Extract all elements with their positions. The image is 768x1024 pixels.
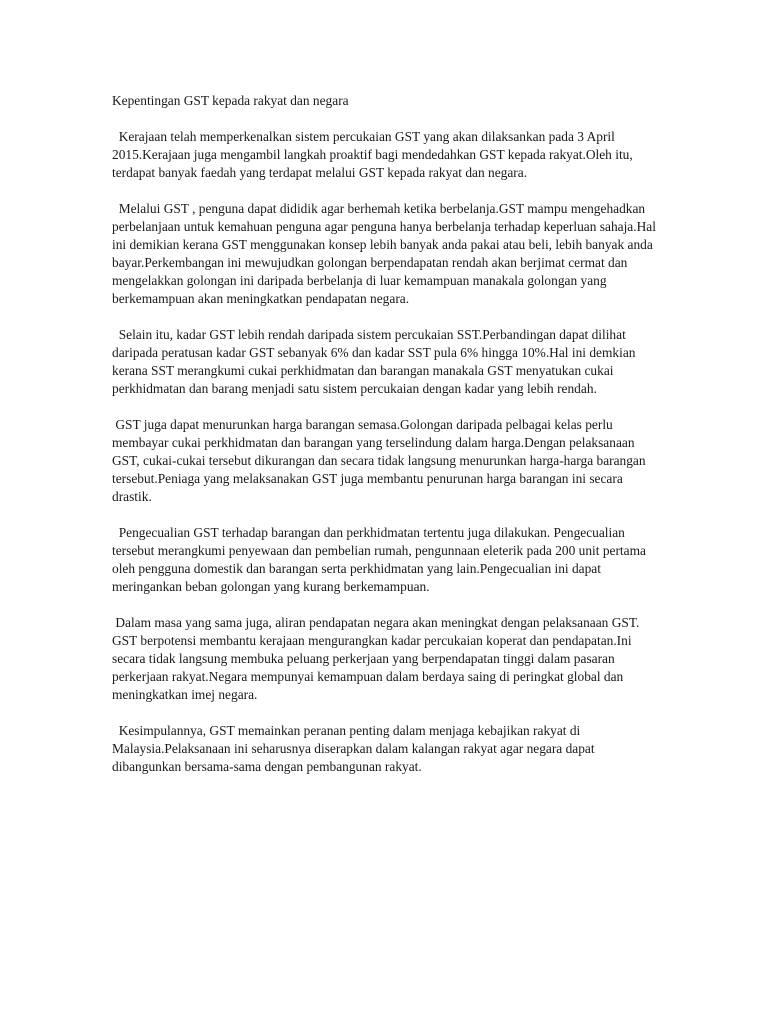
paragraph-intro: Kerajaan telah memperkenalkan sistem percukaian GST yang akan dilaksankan pada 3 April 2015.Kerajaan juga mengambil langkah proaktif bagi mendedahkan GST kepada rakyat.Oleh itu, terdapat banyak faedah yang terdapat melalui GST kepada rakyat dan negara. [112, 129, 633, 180]
document-title: Kepentingan GST kepada rakyat dan negara [112, 93, 349, 108]
paragraph-price-reduction: GST juga dapat menurunkan harga barangan semasa.Golongan daripada pelbagai kelas perlu membayar cukai perkhidmatan dan barangan yang terselindung dalam harga.Dengan pelaksanaan GST, cukai-cukai tersebut dikurangan dan secara tidak langsung menurunkan harga-harga barangan tersebut.Peniaga yang melaksanakan GST juga membantu penurunan harga barangan ini secara drastik. [112, 417, 646, 504]
paragraph-national-income: Dalam masa yang sama juga, aliran pendapatan negara akan meningkat dengan pelaksanaan GST. GST berpotensi membantu kerajaan mengurangkan kadar percukaian koperat dan pendapatan.Ini secara tidak langsung membuka peluang perkerjaan yang berpendapatan tinggi dalam pasaran perkerjaan rakyat.Negara mempunyai kemampuan dalam berdaya saing di peringkat global dan meningkatkan imej negara. [112, 615, 640, 702]
document-body [112, 92, 657, 794]
paragraph-consumer-spending: Melalui GST , penguna dapat dididik agar berhemah ketika berbelanja.GST mampu mengehadkan perbelanjaan untuk kemahuan penguna agar penguna hanya berbelanja terhadap keperluan sahaja.Hal ini demikian kerana GST menggunakan konsep lebih banyak anda pakai atau beli, lebih banyak anda bayar.Perkembangan ini mewujudkan golongan berpendapatan rendah akan berjimat cermat dan mengelakkan golongan ini daripada berbelanja di luar kemampuan manakala golongan yang berkemampuan akan meningkatkan pendapatan negara. [112, 201, 656, 306]
paragraph-exemptions: Pengecualian GST terhadap barangan dan perkhidmatan tertentu juga dilakukan. Pengecualian tersebut merangkumi penyewaan dan pembelian rumah, pengunnaan eleterik pada 200 unit pertama oleh pengguna domestik dan barangan serta perkhidmatan yang lain.Pengecualian ini dapat meringankan beban golongan yang kurang berkemampuan. [112, 525, 646, 594]
paragraph-tax-rate: Selain itu, kadar GST lebih rendah daripada sistem percukaian SST.Perbandingan dapat dilihat daripada peratusan kadar GST sebanyak 6% dan kadar SST pula 6% hingga 10%.Hal ini demkian kerana SST merangkumi cukai perkhidmatan dan barangan manakala GST menyatukan cukai perkhidmatan dan barang menjadi satu sistem percukaian dengan kadar yang lebih rendah. [112, 327, 636, 396]
paragraph-conclusion: Kesimpulannya, GST memainkan peranan penting dalam menjaga kebajikan rakyat di Malaysia.Pelaksanaan ini seharusnya diserapkan dalam kalangan rakyat agar negara dapat dibangunkan bersama-sama dengan pembangunan rakyat. [112, 723, 595, 774]
